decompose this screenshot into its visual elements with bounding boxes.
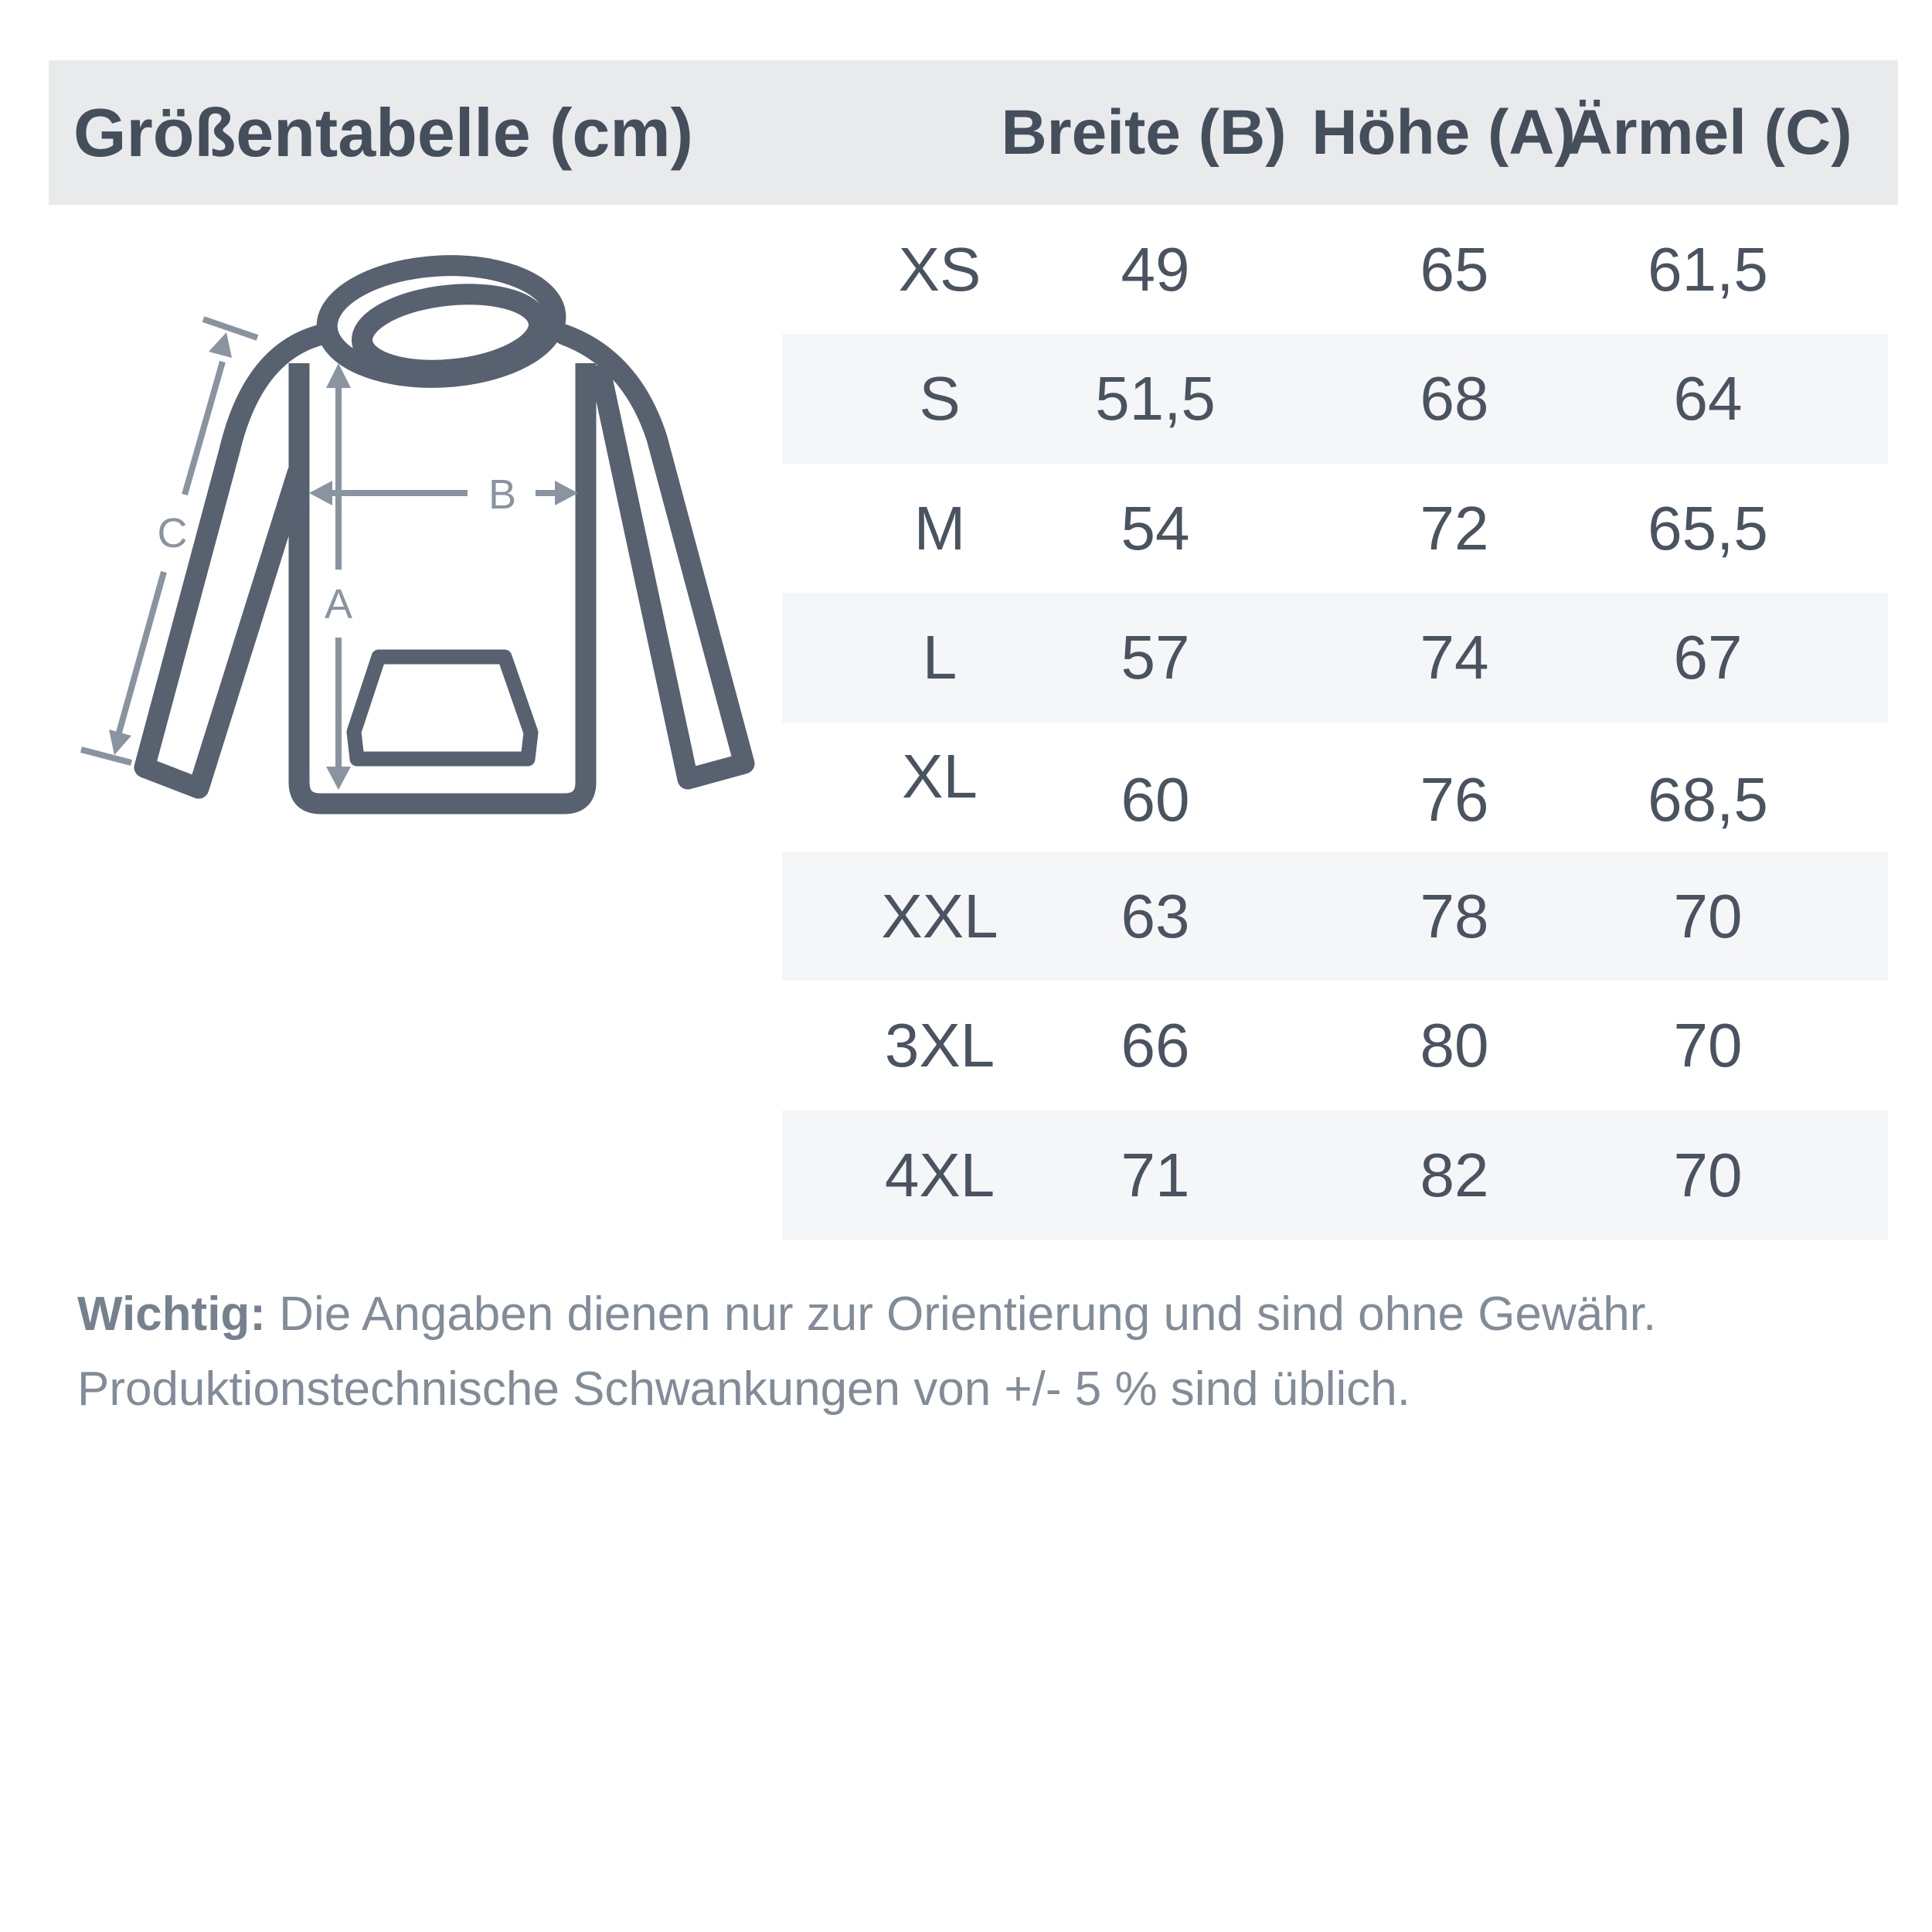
breite-value: 57 <box>1121 623 1190 692</box>
hoehe-value: 68 <box>1420 364 1489 434</box>
breite-value: 66 <box>1121 1011 1190 1080</box>
disclaimer-line-1-text: Die Angaben dienen nur zur Orientierung und sind ohne Gewähr. <box>265 1287 1657 1341</box>
breite-value: 49 <box>1121 235 1190 304</box>
table-row <box>0 852 1932 981</box>
label-a: A <box>324 581 353 628</box>
breite-value: 63 <box>1121 881 1190 951</box>
aermel-value: 65,5 <box>1648 493 1768 563</box>
hoehe-value: 65 <box>1420 235 1489 304</box>
table-row <box>0 981 1932 1110</box>
size-label: L <box>922 623 957 692</box>
disclaimer-line-2: Produktionstechnische Schwankungen von +/- 5 % sind üblich. <box>77 1362 1410 1416</box>
aermel-value: 67 <box>1673 623 1743 692</box>
table-row <box>0 334 1932 463</box>
size-table <box>0 205 1932 1240</box>
aermel-value: 61,5 <box>1648 235 1768 304</box>
size-label: M <box>913 493 966 563</box>
size-label: XS <box>898 235 981 304</box>
table-row <box>0 723 1932 852</box>
disclaimer-bold: Wichtig: <box>77 1287 266 1341</box>
label-c: C <box>157 510 188 556</box>
column-header-hoehe: Höhe (A) <box>1311 97 1576 168</box>
aermel-value: 64 <box>1673 364 1743 434</box>
label-b: B <box>488 471 517 518</box>
aermel-value: 68,5 <box>1648 764 1768 834</box>
table-row <box>0 205 1932 334</box>
hoehe-value: 80 <box>1420 1011 1489 1080</box>
table-row <box>0 593 1932 722</box>
hoehe-value: 72 <box>1420 493 1489 563</box>
column-header-aermel: Ärmel (C) <box>1566 97 1852 168</box>
size-label: XL <box>902 741 978 811</box>
aermel-value: 70 <box>1673 881 1743 951</box>
size-label: 4XL <box>884 1140 995 1209</box>
breite-value: 60 <box>1121 764 1190 834</box>
column-header-breite: Breite (B) <box>1001 97 1287 168</box>
aermel-value: 70 <box>1673 1011 1743 1080</box>
size-label: S <box>919 364 961 434</box>
breite-value: 71 <box>1121 1140 1190 1209</box>
hoehe-value: 76 <box>1420 764 1489 834</box>
page-title: Größentabelle (cm) <box>73 94 693 171</box>
disclaimer-note <box>77 1277 1878 1427</box>
hoehe-value: 74 <box>1420 623 1489 692</box>
hoehe-value: 78 <box>1420 881 1489 951</box>
breite-value: 54 <box>1121 493 1190 563</box>
breite-value: 51,5 <box>1095 364 1216 434</box>
size-label: 3XL <box>884 1011 995 1080</box>
table-row <box>0 464 1932 593</box>
hoehe-value: 82 <box>1420 1140 1489 1209</box>
disclaimer-line-1 <box>77 1277 1878 1352</box>
size-label: XXL <box>881 881 998 951</box>
aermel-value: 70 <box>1673 1140 1743 1209</box>
table-row <box>0 1111 1932 1240</box>
